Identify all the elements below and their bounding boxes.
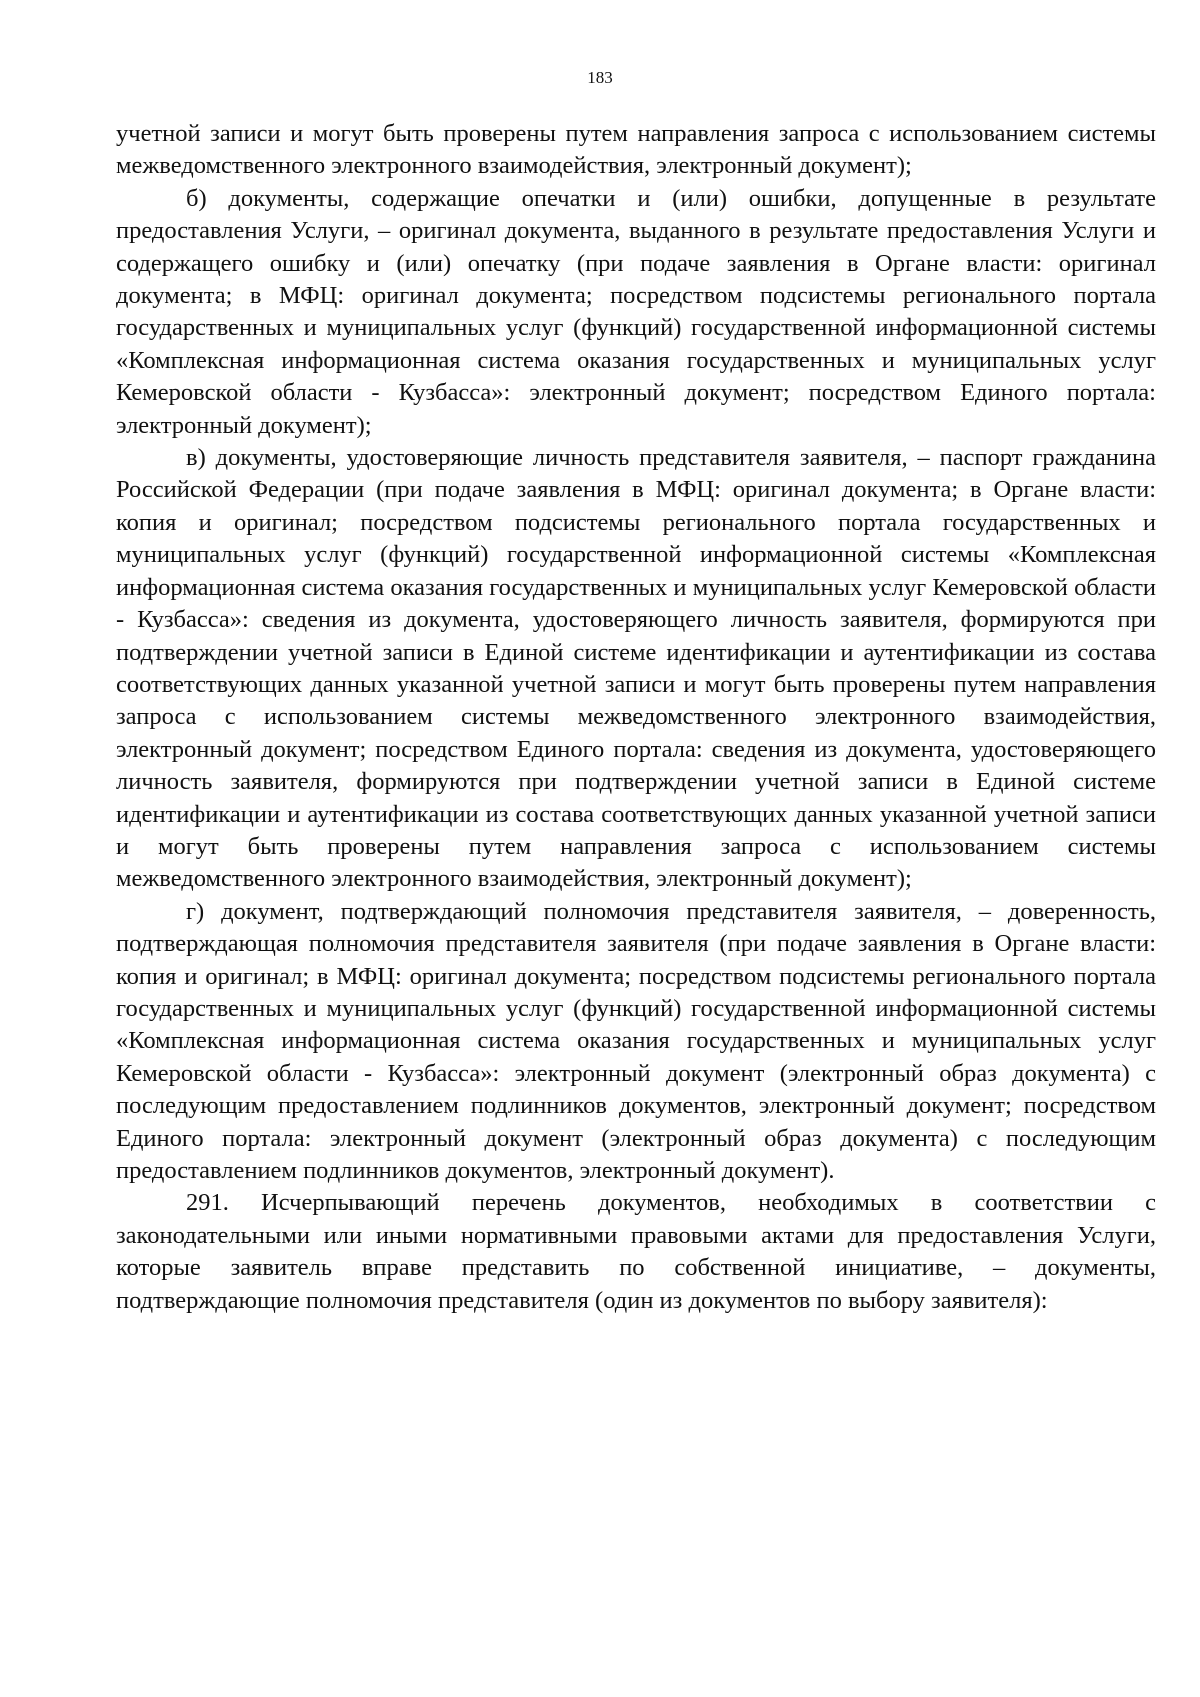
paragraph-item-v: в) документы, удостоверяющие личность представителя заявителя, – паспорт гражданина Российской Федерации (при подаче заявления в МФЦ: оригинал документа; в Органе власти: копия и оригинал; посредством подсистемы регионального портала государственных и муниципальных услуг (функций) государственной информационной системы «Комплексная информационная система оказания государственных и муниципальных услуг Кемеровской области - Кузбасса»: сведения из документа, удостоверяющего личность заявителя, формируются при подтверждении учетной записи в Единой системе идентификации и аутентификации из состава соответствующих данных указанной учетной записи и могут быть проверены путем направления запроса с использованием системы межведомственного электронного взаимодействия, электронный документ; посредством Единого портала: сведения из документа, удостоверяющего личность заявителя, формируются при подтверждении учетной записи в Единой системе идентификации и аутентификации из состава соответствующих данных указанной учетной записи и могут быть проверены путем направления запроса с использованием системы межведомственного электронного взаимодействия, электронный документ); <box>116 444 1156 893</box>
page-number: 183 <box>587 68 613 87</box>
paragraph-item-b: б) документы, содержащие опечатки и (или) ошибки, допущенные в результате предоставления Услуги, – оригинал документа, выданного в результате предоставления Услуги и содержащего ошибку и (или) опечатку (при подаче заявления в Органе власти: оригинал документа; в МФЦ: оригинал документа; посредством подсистемы регионального портала государственных и муниципальных услуг (функций) государственной информационной системы «Комплексная информационная система оказания государственных и муниципальных услуг Кемеровской области - Кузбасса»: электронный документ; посредством Единого портала: электронный документ); <box>116 184 1156 439</box>
paragraph-item-g: г) документ, подтверждающий полномочия представителя заявителя, – доверенность, подтверждающая полномочия представителя заявителя (при подаче заявления в Органе власти: копия и оригинал; в МФЦ: оригинал документа; посредством подсистемы регионального портала государственных и муниципальных услуг (функций) государственной информационной системы «Комплексная информационная система оказания государственных и муниципальных услуг Кемеровской области - Кузбасса»: электронный документ (электронный образ документа) с последующим предоставлением подлинников документов, электронный документ; посредством Единого портала: электронный документ (электронный образ документа) с последующим предоставлением подлинников документов, электронный документ). <box>116 897 1156 1184</box>
paragraph-291: 291. Исчерпывающий перечень документов, необходимых в соответствии с законодательными или иными нормативными правовыми актами для предоставления Услуги, которые заявитель вправе представить по собственной инициативе, – документы, подтверждающие полномочия представителя (один из документов по выбору заявителя): <box>116 1189 1156 1314</box>
paragraph-continuation: учетной записи и могут быть проверены путем направления запроса с использованием системы межведомственного электронного взаимодействия, электронный документ); <box>116 120 1156 180</box>
document-body <box>116 118 1156 1317</box>
